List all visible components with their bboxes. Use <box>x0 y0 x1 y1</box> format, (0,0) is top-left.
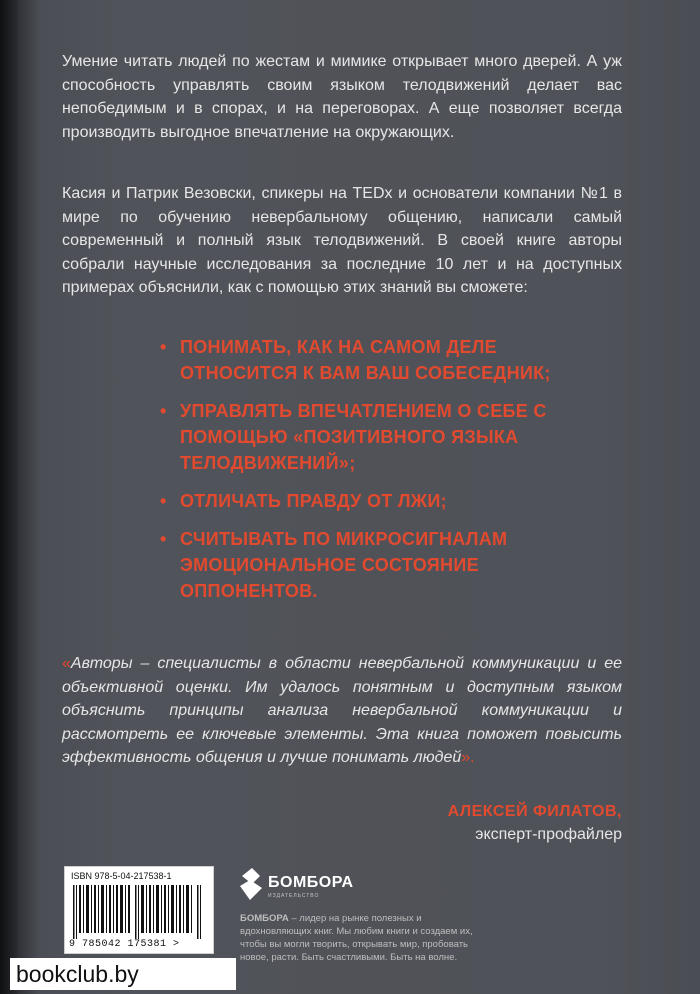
logo-subtitle: ИЗДАТЕЛЬСТВО <box>268 893 320 899</box>
list-item-text: СЧИТЫВАТЬ ПО МИКРОСИГНАЛАМ ЭМОЦИОНАЛЬНОЕ СОСТОЯНИЕ ОППОНЕНТОВ. <box>180 529 508 601</box>
barcode-icon <box>73 885 205 939</box>
author-role: эксперт-профайлер <box>475 826 622 843</box>
list-item-text: ОТЛИЧАТЬ ПРАВДУ ОТ ЛЖИ; <box>180 491 447 511</box>
publisher-tagline: – лидер на рынке полезных и вдохновляющих книг. Мы любим книги и создаем их, чтобы вы могли творить, открывать мир, пробовать новое, расти. Быть счастливыми. Быть на волне. <box>240 913 473 963</box>
list-item <box>160 526 600 604</box>
isbn-barcode <box>64 866 214 954</box>
benefits-list <box>160 334 600 616</box>
logo-name: БОМБОРА <box>268 874 354 891</box>
bullet-icon: • <box>160 401 167 421</box>
intro-paragraph: Умение читать людей по жестам и мимике открывает много дверей. А уж способность управлять своим языком телодвижений делает вас непобедимым и в спорах, и на переговорах. А еще позволяет всегда производить выгодное впечатление на окружающих. <box>62 53 622 141</box>
authors-paragraph: Касия и Патрик Везовски, спикеры на TEDx и основатели компании №1 в мире по обучению невербальному общению, написали самый современный и полный язык телодвижений. В своей книге авторы собрали научные исследования за последние 10 лет и на доступных примерах объяснили, как с помощью этих знаний вы сможете: <box>62 185 622 296</box>
publisher-name: БОМБОРА <box>240 913 289 924</box>
bullet-icon: • <box>160 529 167 549</box>
quote-author <box>448 800 622 846</box>
publisher-description <box>240 912 490 964</box>
quote-close-mark: ». <box>461 749 475 766</box>
bullet-icon: • <box>160 491 167 511</box>
publisher-logo <box>238 866 378 906</box>
author-name: АЛЕКСЕЙ ФИЛАТОВ, <box>447 803 622 820</box>
bombora-logo-icon <box>238 866 264 902</box>
list-item-text: УПРАВЛЯТЬ ВПЕЧАТЛЕНИЕМ О СЕБЕ С ПОМОЩЬЮ «ПОЗИТИВНОГО ЯЗЫКА ТЕЛОДВИЖЕНИЙ»; <box>180 401 547 473</box>
isbn-label: ISBN 978-5-04-217538-1 <box>71 871 172 881</box>
list-item <box>160 398 600 476</box>
barcode-number: 9 785042 175381 > <box>69 939 180 950</box>
list-item <box>160 488 600 514</box>
quote-text: Авторы – специалисты в области невербальной коммуникации и ее объективной оценки. Им удалось понятным и доступным языком объяснить принципы анализа невербальной коммуникации и рассмотреть ее ключевые элементы. Эта книга поможет повысить эффективность общения и лучше понимать людей <box>62 655 622 766</box>
list-item <box>160 334 600 386</box>
quote-open-mark: « <box>62 655 71 672</box>
testimonial-quote <box>62 652 622 770</box>
bullet-icon: • <box>160 337 167 357</box>
site-watermark: bookclub.by <box>10 958 236 990</box>
cover-edge <box>0 0 18 994</box>
list-item-text: ПОНИМАТЬ, КАК НА САМОМ ДЕЛЕ ОТНОСИТСЯ К ВАМ ВАШ СОБЕСЕДНИК; <box>180 337 551 383</box>
